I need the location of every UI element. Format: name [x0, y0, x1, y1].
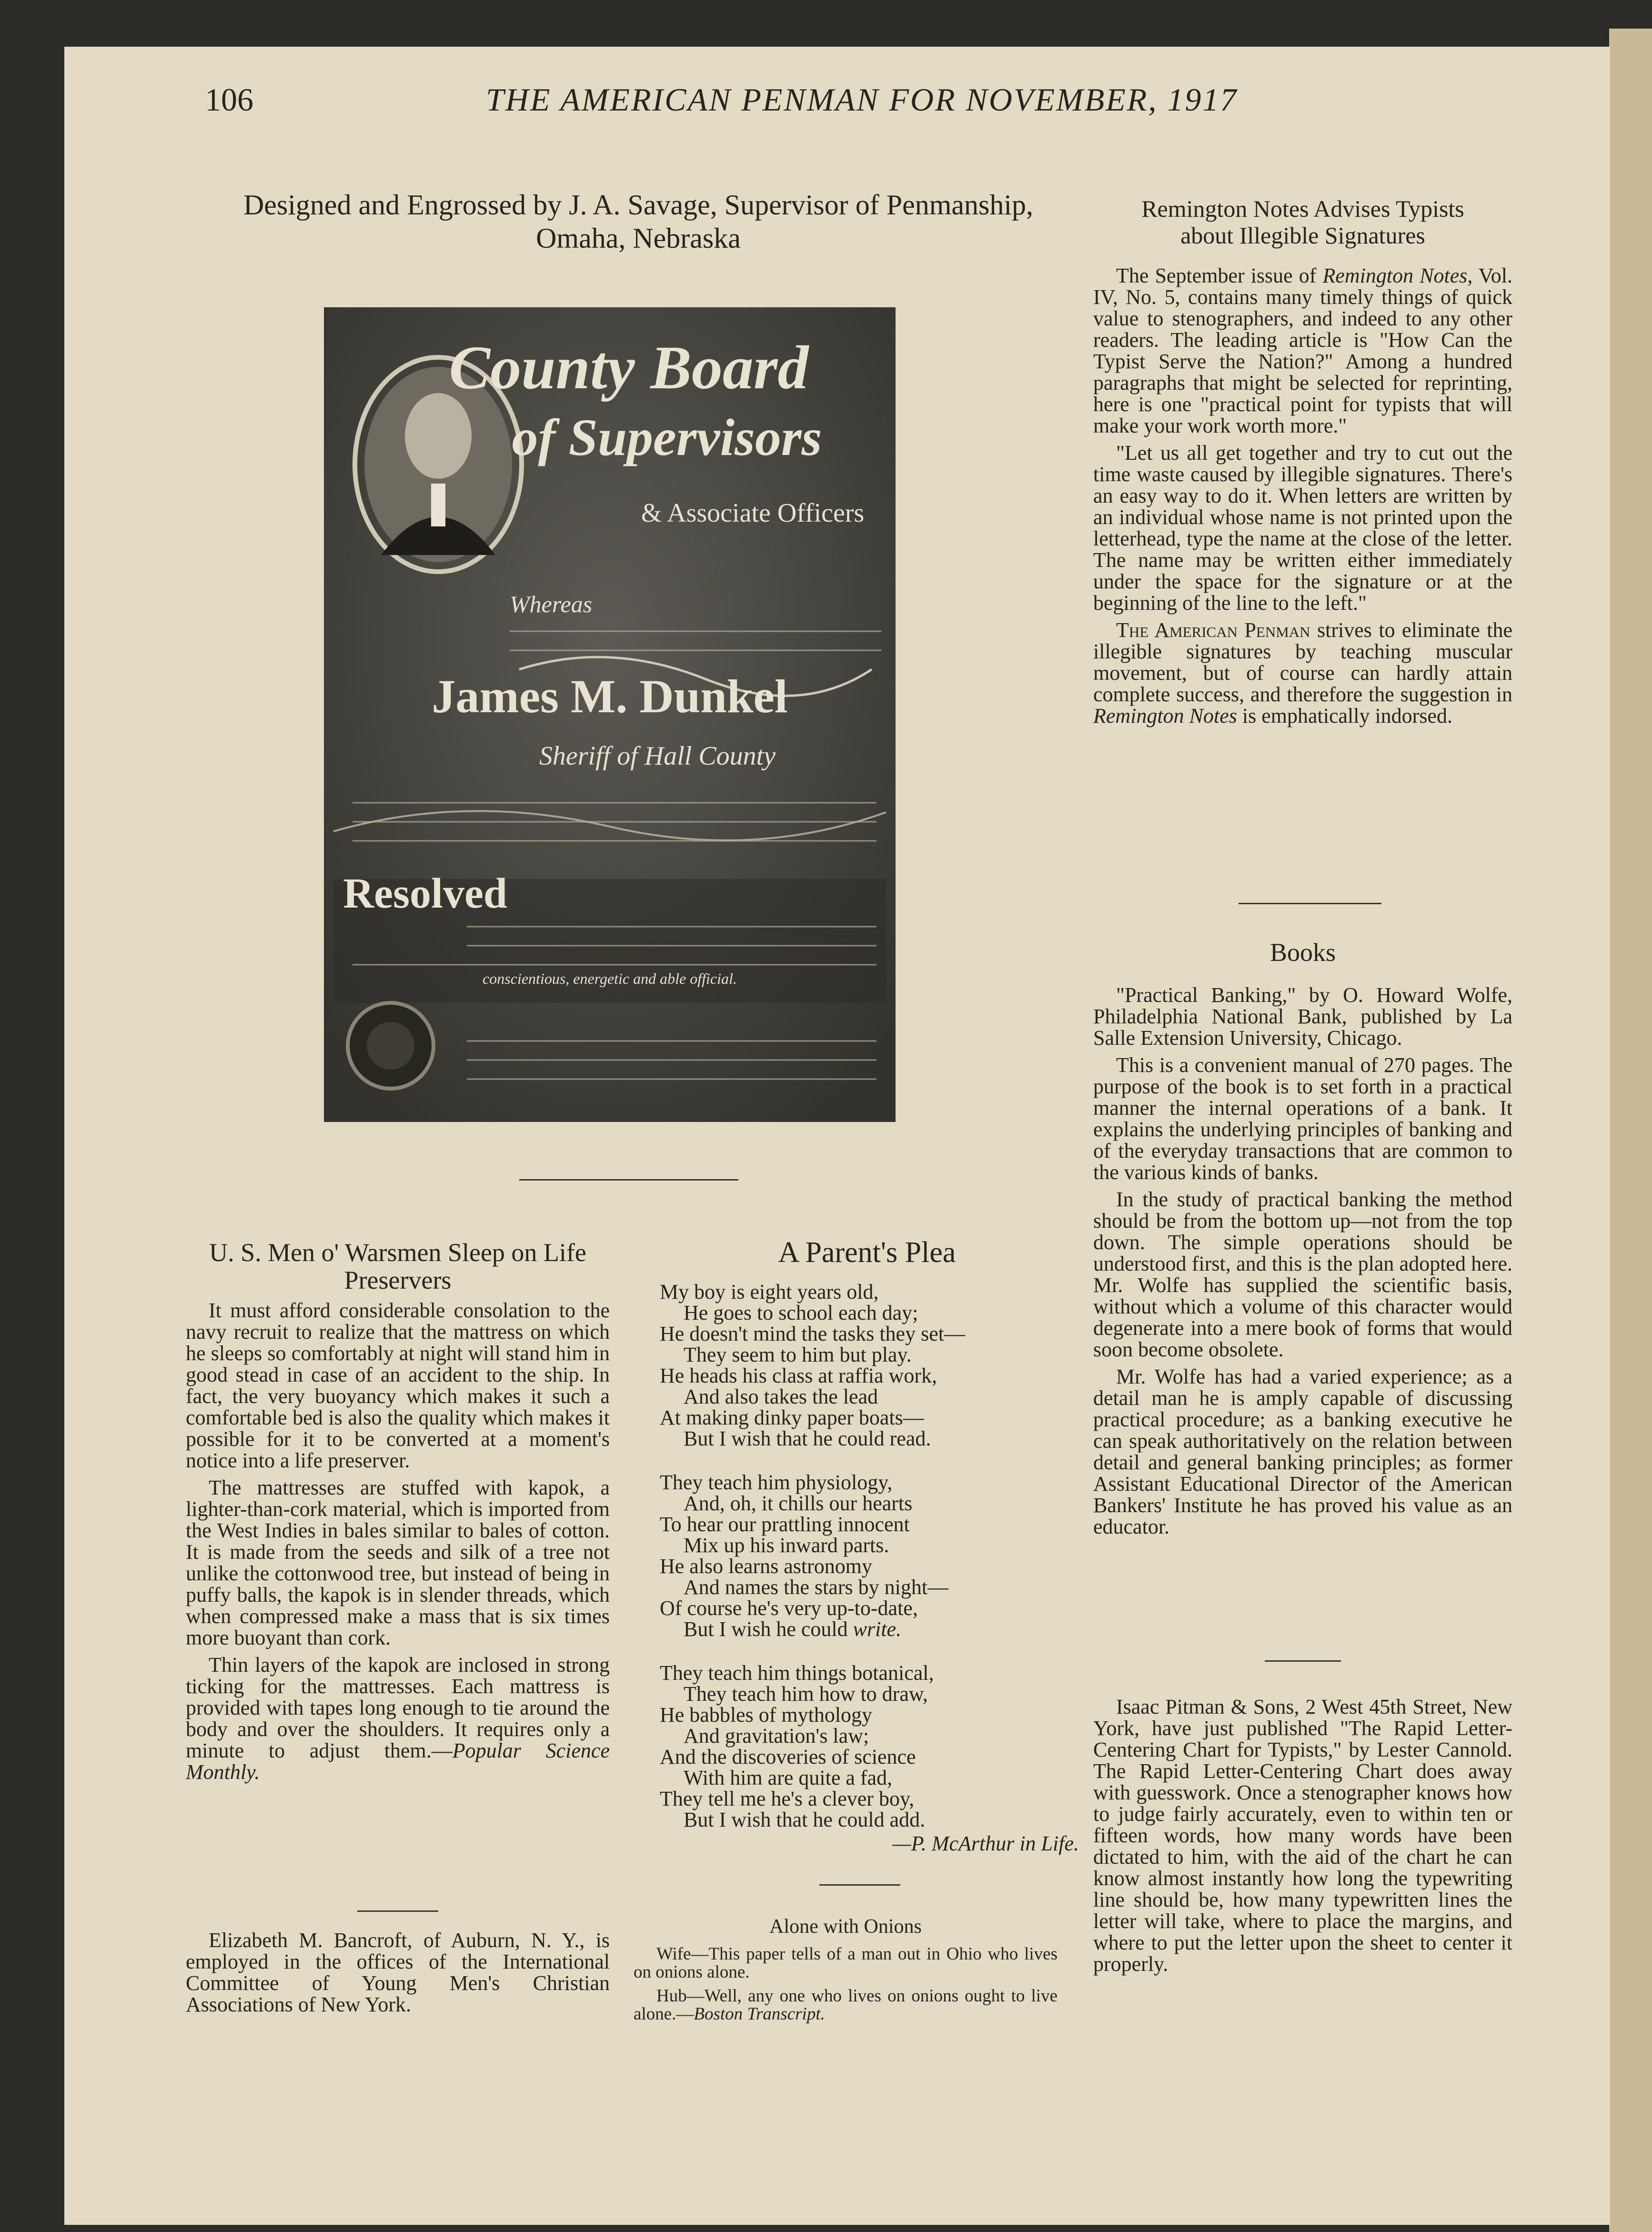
running-head: THE AMERICAN PENMAN FOR NOVEMBER, 1917	[486, 81, 1238, 118]
engraving-title-line2: Omaha, Nebraska	[536, 222, 741, 254]
image-lettering-resolved: Resolved	[343, 870, 507, 917]
image-lettering-county-board: County Board	[449, 333, 809, 402]
pitman-note: Isaac Pitman & Sons, 2 West 45th Street, New York, have just published "The Rapid Letter-Centering Chart for Typists," by Lester Cannold. The Rapid Letter-Centering Chart does away with guesswork. Once a stenographer knows how to judge fairly accurately, even to within ten or fifteen words, how many words have been dictated to him, with the aid of the chart he can know almost instantly how long the typewriting line should be, how many typewritten lines the letter will take, where to place the margins, and where to put the letter upon the sheet to center it properly.	[1093, 1695, 1512, 1976]
image-lettering-name: James M. Dunkel	[432, 670, 788, 723]
warsmen-source: Popular Science Monthly.	[186, 1739, 610, 1784]
remington-paragraph-1: The September issue of Remington Notes, Vol. IV, No. 5, contains many timely things of quick value to stenographers, and indeed to any other readers. The leading article is "How Can the Typist Serve the Nation?" Among a hundred paragraphs that might be selected for reprinting, here is one "practical point for typists that will make your work worth more."	[1093, 264, 1512, 437]
books-title: Books	[1269, 938, 1336, 967]
page-number: 106	[205, 81, 253, 118]
image-lettering-whereas: Whereas	[510, 591, 593, 617]
poem-attribution: —P. McArthur in Life.	[892, 1832, 1079, 1855]
divider-rule	[1239, 903, 1381, 904]
onions-joke	[634, 1913, 1058, 2029]
image-lettering-associate: & Associate Officers	[641, 498, 865, 528]
adjacent-page-edge	[1609, 29, 1652, 2232]
image-lettering-official: conscientious, energetic and able official.	[483, 970, 737, 987]
onions-line-1: Wife—This paper tells of a man out in Ohio who lives on onions alone.	[634, 1944, 1058, 1982]
poem-title: A Parent's Plea	[778, 1236, 956, 1269]
remington-title: Remington Notes Advises Typists about Illegible Signatures	[1141, 195, 1464, 249]
onions-title: Alone with Onions	[769, 1916, 922, 1938]
bancroft-note: Elizabeth M. Bancroft, of Auburn, N. Y., is employed in the offices of the International Committee of Young Men's Christian Associations of New York.	[186, 1929, 610, 2016]
column-left	[186, 1239, 610, 1788]
engrossed-resolution-image	[324, 307, 896, 1122]
engraving-title	[191, 188, 1086, 255]
onions-line-2: Hub—Well, any one who lives on onions ought to live alone.—Boston Transcript.	[634, 1986, 1058, 2024]
warsmen-title: U. S. Men o' Warsmen Sleep on Life Preservers	[209, 1238, 586, 1294]
remington-paragraph-2: "Let us all get together and try to cut out the time waste caused by illegible signatures. There's an easy way to do it. When letters are written by an individual whose name is not printed upon the letterhead, type the name at the close of the letter. The name may be written either immediately under the space for the signature or at the beginning of the line to the left."	[1093, 441, 1512, 615]
warsmen-paragraph-3: Thin layers of the kapok are inclosed in strong ticking for the mattresses. Each mattress is provided with tapes long enough to tie around the body and over the shoulders. It requires only a minute to adjust them.—Popular Science Monthly.	[186, 1653, 610, 1784]
divider-rule	[819, 1884, 900, 1886]
poem: My boy is eight years old, He goes to school each day; He doesn't mind the tasks they set— They seem to him but play. He heads his class at raffia work, And also takes the lead At making dinky paper boats— But I wish that he could read. They teach him physiology, And, oh, it chills our hearts To hear our prattling innocent Mix up his inward parts. He also learns astronomy And names the stars by night— Of course he's very up-to-date, But I wish he could write. They teach him things botanical, They teach him how to draw, He babbles of mythology And gravitation's law; And the discoveries of science With him are quite a fad, They tell me he's a clever boy, But I wish that he could add. —P. McArthur in Life.	[660, 1280, 1079, 1855]
column-right	[1093, 195, 1512, 732]
image-lettering-supervisors: of Supervisors	[512, 408, 822, 466]
remington-paragraph-3: The American Penman strives to eliminate the illegible signatures by teaching muscular movement, but of course can hardly attain complete success, and therefore the suggestion in Remington Notes is emphatically indorsed.	[1093, 618, 1512, 727]
divider-rule	[519, 1179, 738, 1181]
divider-rule	[357, 1910, 438, 1912]
divider-rule	[1265, 1660, 1341, 1662]
image-lettering-sheriff: Sheriff of Hall County	[539, 741, 776, 771]
books-section: Books "Practical Banking," by O. Howard Wolfe, Philadelphia National Bank, published by La Salle Extension University, Chicago. This is a convenient manual of 270 pages. The purpose of the book is to set forth in a practical manner the internal operations of a bank. It explains the underlying principles of banking and of the everyday transactions that are common to the various kinds of banks. In the study of practical banking the method should be from the bottom up—not from the top down. The simple operations should be understood first, and this is the plan adopted here. Mr. Wolfe has supplied the scientific basis, without which a volume of this character would degenerate into a mere book of forms that would soon become obsolete. Mr. Wolfe has had a varied experience; as a detail man he is amply capable of discussing practical procedure; as a banking executive he can speak authoritatively on the relation between detail and general banking principles; as former Assistant Educational Director of the American Bankers' Institute he has proved his value as an educator.	[1093, 938, 1512, 1538]
warsmen-paragraph-2: The mattresses are stuffed with kapok, a lighter-than-cork material, which is imported from the West Indies in bales similar to bales of cotton. It is made from the seeds and silk of a tree not unlike the cottonwood tree, but instead of being in puffy balls, the kapok is in slender threads, which when compressed make a mass that is six times more buoyant than cork.	[186, 1476, 610, 1649]
engraving-title-line1: Designed and Engrossed by J. A. Savage, Supervisor of Penmanship,	[243, 189, 1034, 221]
warsmen-paragraph-1: It must afford considerable consolation to the navy recruit to realize that the mattress on which he sleeps so comfortably at night will stand him in good stead in case of an accident to the ship. In fact, the very buoyancy which makes it such a comfortable bed is also the quality which makes it possible for it to be converted at a moment's notice into a life preserver.	[186, 1299, 610, 1472]
